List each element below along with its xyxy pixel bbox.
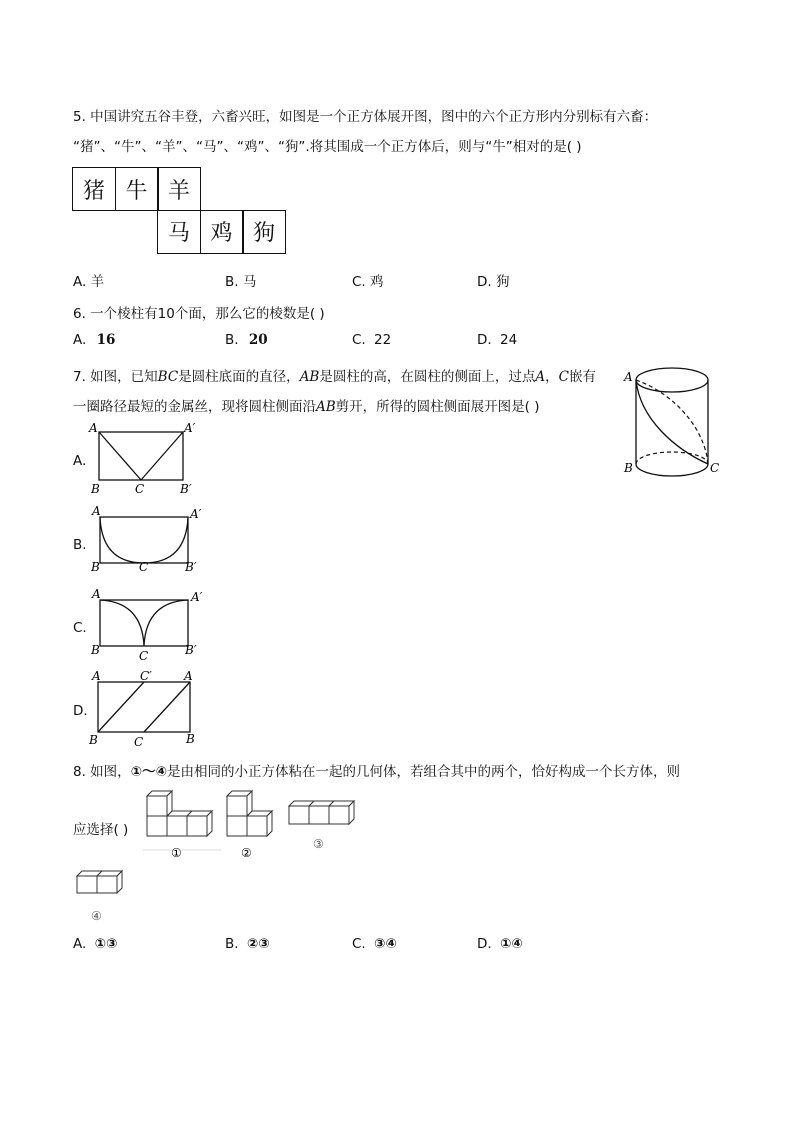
label-b-prime: B′ xyxy=(180,482,192,496)
var: C xyxy=(558,369,569,385)
option-letter: B. xyxy=(225,332,239,348)
label-b: B xyxy=(91,643,100,657)
label-b: B xyxy=(91,560,100,574)
var: BC xyxy=(157,369,179,385)
net-cell-chicken: 鸡 xyxy=(200,210,244,254)
option-value: ③④ xyxy=(374,936,397,952)
label-a: A xyxy=(92,669,101,683)
option-value: ①③ xyxy=(94,936,118,952)
q8-figure-2 xyxy=(223,792,283,860)
q8-option-d[interactable] xyxy=(477,936,523,952)
q7-option-d[interactable]: D. xyxy=(73,703,88,719)
figure-label-4: ④ xyxy=(91,909,102,923)
label-b: B xyxy=(624,461,633,475)
figure-label-2: ② xyxy=(241,846,252,860)
q8-figure-4 xyxy=(73,868,128,926)
text: 嵌有 xyxy=(568,369,596,385)
q8-option-a[interactable] xyxy=(73,936,117,952)
q5-line1: 5. 中国讲究五谷丰登，六畜兴旺，如图是一个正方体展开图，图中的六个正方形内分别标有六畜： xyxy=(73,109,658,125)
label-c: C xyxy=(139,560,149,574)
option-value: ②③ xyxy=(246,936,270,952)
option-letter: C. xyxy=(352,936,366,952)
net-cell-horse: 马 xyxy=(157,210,201,254)
var: A xyxy=(535,369,546,385)
label-c: C xyxy=(134,735,144,749)
text: 是圆柱底面的直径， xyxy=(178,369,300,385)
q5-option-c[interactable]: C. 鸡 xyxy=(352,274,384,290)
q7-option-a[interactable]: A. xyxy=(73,453,87,469)
option-letter: A. xyxy=(73,936,87,952)
label-a: A xyxy=(89,421,98,435)
option-letter: B. xyxy=(225,936,239,952)
net-cell-dog: 狗 xyxy=(242,210,286,254)
q6-option-c[interactable] xyxy=(352,332,391,348)
option-value: ①④ xyxy=(499,936,523,952)
label-a: A xyxy=(92,504,101,518)
q5-option-b[interactable]: B. 马 xyxy=(225,274,257,290)
text: 剪开，所得的圆柱侧面展开图是( ) xyxy=(335,399,540,415)
label-a-right: A xyxy=(184,669,193,683)
cylinder-figure xyxy=(620,364,730,479)
net-cell-ox: 牛 xyxy=(115,167,159,211)
var: AB xyxy=(299,369,320,385)
label-c: C xyxy=(139,649,149,663)
text: 8. 如图， xyxy=(73,764,131,780)
label-b: B xyxy=(91,482,100,496)
q7-figure-a[interactable] xyxy=(88,422,208,497)
text: 是由相同的小正方体粘在一起的几何体，若组合其中的两个，恰好构成一个长方体，则 xyxy=(167,764,681,780)
q8-line1 xyxy=(73,760,680,780)
option-letter: C. xyxy=(352,332,366,348)
q7-option-c[interactable]: C. xyxy=(73,620,87,636)
text: ， xyxy=(545,369,559,385)
figure-range: ①～④ xyxy=(130,764,168,780)
text: 是圆柱的高，在圆柱的侧面上，过点 xyxy=(319,369,536,385)
label-b-right: B xyxy=(186,732,195,746)
option-letter: D. xyxy=(477,936,492,952)
label-b: B xyxy=(89,733,98,747)
q7-option-b[interactable]: B. xyxy=(73,537,87,553)
label-a-prime: A′ xyxy=(190,507,202,521)
q8-option-c[interactable] xyxy=(352,936,397,952)
q6-option-d[interactable] xyxy=(477,332,517,348)
label-c-prime: C′ xyxy=(140,669,152,683)
option-value: 16 xyxy=(96,332,116,348)
q7-figure-b[interactable] xyxy=(88,505,208,580)
label-c: C xyxy=(135,482,145,496)
q6-stem: 6. 一个棱柱有10个面，那么它的棱数是( ) xyxy=(73,306,325,322)
q7-figure-d[interactable] xyxy=(88,670,208,750)
q8-figure-3 xyxy=(285,798,360,856)
q5-line2: “猪”、“牛”、“羊”、“马”、“鸡”、“狗”.将其围成一个正方体后，则与“牛”相对的是( ) xyxy=(73,139,582,155)
label-b-prime: B′ xyxy=(185,560,197,574)
figure-label-1: ① xyxy=(171,846,182,860)
q7-figure-c[interactable] xyxy=(88,588,208,663)
net-cell-pig: 猪 xyxy=(72,167,116,211)
text: 一圈路径最短的金属丝，现将圆柱侧面沿 xyxy=(73,399,316,415)
q8-figure-1 xyxy=(143,792,223,860)
label-a: A xyxy=(92,587,101,601)
var: AB xyxy=(316,399,336,415)
q7-line2 xyxy=(73,395,540,415)
option-value: 24 xyxy=(499,332,518,348)
text: 7. 如图，已知 xyxy=(73,369,158,385)
option-value: 22 xyxy=(374,332,392,348)
net-cell-sheep: 羊 xyxy=(157,167,201,211)
option-letter: A. xyxy=(73,332,87,348)
q7-line1 xyxy=(73,365,596,385)
q8-option-b[interactable] xyxy=(225,936,270,952)
label-a-prime: A′ xyxy=(191,590,203,604)
label-b-prime: B′ xyxy=(185,643,197,657)
label-c: C xyxy=(710,461,720,475)
q8-line2: 应选择( ) xyxy=(73,822,129,838)
option-letter: D. xyxy=(477,332,492,348)
q5-option-d[interactable]: D. 狗 xyxy=(477,274,510,290)
q5-option-a[interactable]: A. 羊 xyxy=(73,274,105,290)
label-a: A xyxy=(624,370,633,384)
figure-label-3: ③ xyxy=(313,837,324,851)
q6-option-b[interactable] xyxy=(225,332,268,348)
label-a-prime: A′ xyxy=(184,421,196,435)
option-value: 20 xyxy=(248,332,268,348)
q6-option-a[interactable] xyxy=(73,332,115,348)
